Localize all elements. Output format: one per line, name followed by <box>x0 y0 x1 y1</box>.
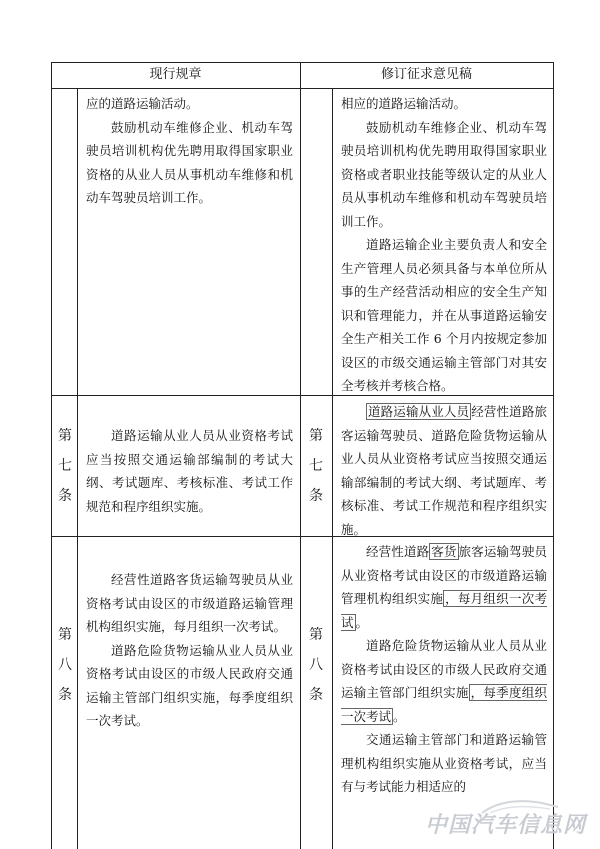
paragraph: 道路危险货物运输从业人员从业资格考试由设区的市级人民政府交通运输主管部门组织实施，每季度组织一次考试。 <box>86 642 293 728</box>
article-7-label-left: 第 七 条 <box>58 428 72 504</box>
article-8-label-right: 第 八 条 <box>309 627 323 703</box>
deleted-phrase-box: ，每月组织一次考试 <box>341 591 547 630</box>
paragraph: 鼓励机动车维修企业、机动车驾驶员培训机构优先聘用取得国家职业资格的从业人员从事机动车维修和机动车驾驶员培训工作。 <box>86 119 293 205</box>
table-border-left <box>51 62 52 849</box>
paragraph: 道路运输从业人员从业资格考试应当按照交通运输部编制的考试大纲、考试题库、考核标准、考试工作规范和程序组织实施。 <box>86 428 293 514</box>
paragraph: 相应的道路运输活动。 <box>341 96 467 111</box>
paragraph: 道路运输从业人员 经营性道路旅客运输驾驶员、道路危险货物运输从业人员从业资格考试应当按照交通运输部编制的考试大纲、考试题库、考核标准、考试工作规范和程序组织实施。 <box>341 404 547 537</box>
article-8-label-left: 第 八 条 <box>58 627 72 703</box>
deleted-phrase-box: ，每季度组织一次考试 <box>341 685 547 724</box>
paragraph: 经营性道路客货运输驾驶员从业资格考试由设区的市级道路运输管理机构组织实施，每月组织一次考试。 <box>86 572 293 634</box>
left-article-col-divider <box>77 88 78 849</box>
deleted-phrase-box: 客货 <box>431 544 457 559</box>
paragraph: 应的道路运输活动。 <box>86 96 199 111</box>
article-8-left-text <box>86 568 293 733</box>
paragraph: 鼓励机动车维修企业、机动车驾驶员培训机构优先聘用取得国家职业资格或者职业技能等级认定的从业人员从事机动车维修和机动车驾驶员培训工作。 <box>341 119 547 229</box>
article-7-label-right: 第 七 条 <box>309 428 323 504</box>
continuation-left-text <box>86 92 293 210</box>
table-border-right <box>553 62 554 849</box>
right-article-col-divider <box>332 88 333 849</box>
deleted-phrase-box: 道路运输从业人员 <box>368 404 470 419</box>
paragraph: 道路运输企业主要负责人和安全生产管理人员必须具备与本单位所从事的生产经营活动相应的安全生产知识和管理能力，并在从事道路运输安全生产相关工作 6 个月内按规定参加设区的市级交通运输主管部门对其安全考核并考核合格。 <box>341 237 547 393</box>
article-8-right-text <box>341 540 547 799</box>
continuation-right-text <box>341 92 547 398</box>
header-current-regulation: 现行规章 <box>149 67 202 82</box>
watermark-logo-text: 中国汽车信息网 <box>424 813 586 838</box>
paragraph: 交通运输主管部门和道路运输管理机构组织实施从业资格考试，应当有与考试能力相适应的 <box>341 732 547 794</box>
article-7-left-text <box>86 424 293 518</box>
paragraph: 经营性道路 客货 旅客运输驾驶员从业资格考试由设区的市级道路运输管理机构组织实施 ，每月组织一次考试 。 <box>341 544 547 630</box>
paragraph: 道路危险货物运输从业人员从业资格考试由设区的市级人民政府交通运输主管部门组织实施 ，每季度组织一次考试 。 <box>341 638 547 724</box>
header-divider <box>51 88 554 89</box>
article-7-right-text <box>341 400 547 541</box>
header-revision-draft: 修订征求意见稿 <box>380 67 472 82</box>
center-divider <box>300 62 301 849</box>
